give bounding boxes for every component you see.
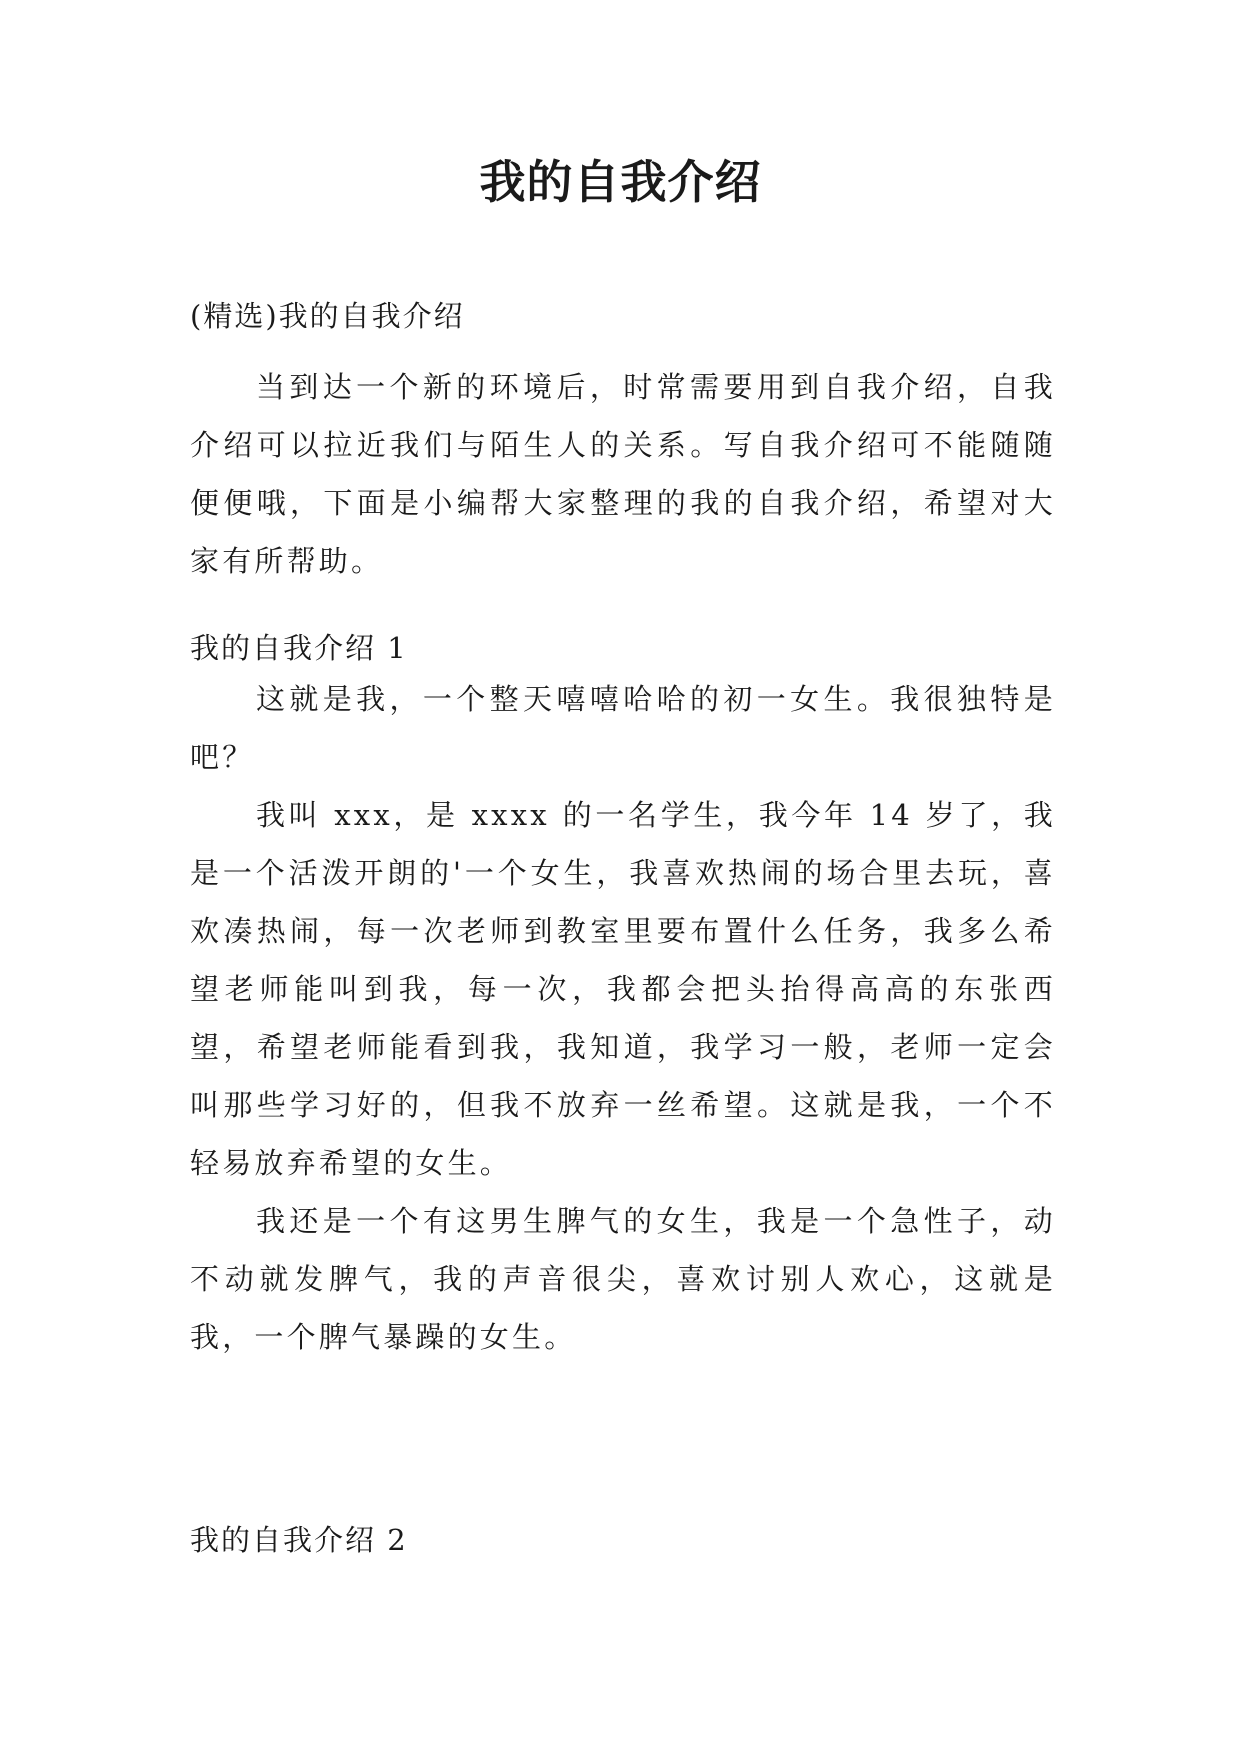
section-1-paragraph: 这就是我，一个整天嘻嘻哈哈的初一女生。我很独特是吧？	[190, 682, 1056, 774]
intro-block	[190, 358, 1056, 590]
intro-paragraph: 当到达一个新的环境后，时常需要用到自我介绍，自我介绍可以拉近我们与陌生人的关系。写自我介绍可不能随随便便哦，下面是小编帮大家整理的我的自我介绍，希望对大家有所帮助。	[190, 370, 1056, 578]
section-1-paragraph: 我叫 xxx，是 xxxx 的一名学生，我今年 14 岁了，我是一个活泼开朗的'一个女生，我喜欢热闹的场合里去玩，喜欢凑热闹，每一次老师到教室里要布置什么任务，我多么希望老师能叫到我，每一次，我都会把头抬得高高的东张西望，希望老师能看到我，我知道，我学习一般，老师一定会叫那些学习好的，但我不放弃一丝希望。这就是我，一个不轻易放弃希望的女生。	[190, 798, 1056, 1180]
section-heading-2: 我的自我介绍 2	[190, 1523, 408, 1557]
document-title: 我的自我介绍	[479, 155, 762, 209]
section-1-paragraph: 我还是一个有这男生脾气的女生，我是一个急性子，动不动就发脾气，我的声音很尖，喜欢讨别人欢心，这就是我，一个脾气暴躁的女生。	[190, 1204, 1056, 1354]
section-1-body	[190, 670, 1056, 1366]
section-heading-1: 我的自我介绍 1	[190, 631, 408, 665]
document-subtitle: (精选)我的自我介绍	[190, 299, 465, 333]
